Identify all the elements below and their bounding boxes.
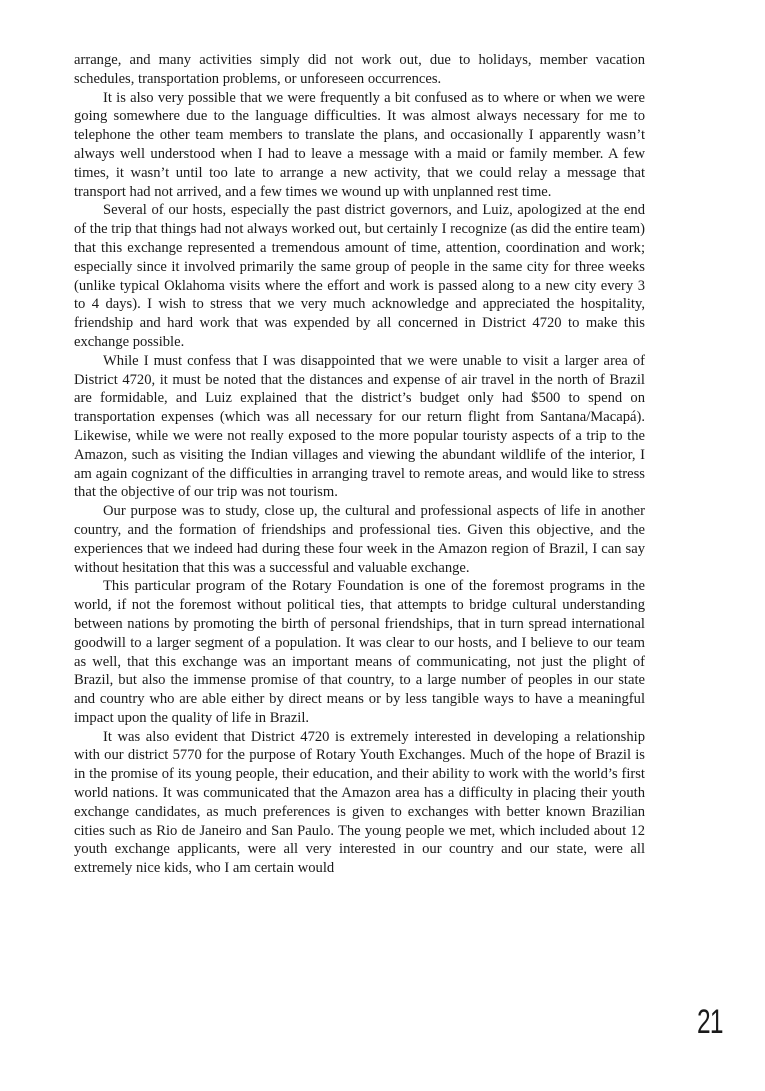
paragraph-hosts-apology: Several of our hosts, especially the past district governors, and Luiz, apologized at the end of the trip that things had not always worked out, but certainly I recognize (as did the entire team) that this exchange represented a tremendous amount of time, attention, coordination and work; especially since it involved primarily the same group of people in the same city for three weeks (unlike typical Oklahoma visits where the effort and work is passed along to a new city every 3 to 4 days). I wish to stress that we very much acknowledge and appreciated the hospitality, friendship and hard work that was expended by all concerned in District 4720 to make this exchange possible. — [74, 202, 646, 350]
paragraph-language-difficulties: It is also very possible that we were frequently a bit confused as to where or when we were going somewhere due to the language difficulties. It was almost always necessary for me to telephone the other team members to translate the plans, and occasionally I apparently wasn’t always well understood when I had to leave a message with a maid or family member. A few times, it wasn’t until too late to arrange a new activity, that we could relay a message that transport had not arrived, and a few times we wound up with unplanned rest time. — [74, 89, 645, 200]
paragraph-rotary-program: This particular program of the Rotary Foundation is one of the foremost programs in the world, if not the foremost without political ties, that attempts to bridge cultural understanding between nations by promoting the birth of personal friendships, that in turn spread international goodwill to a larger segment of a population. It was clear to our hosts, and I believe to our team as well, that this exchange was an important means of communicating, not just the plight of Brazil, but also the immense promise of that country, to a large number of peoples in our state and country who are able either by direct means or by less tangible ways to have a meaningful impact upon the quality of life in Brazil. — [74, 578, 645, 726]
paragraph-continuation: arrange, and many activities simply did not work out, due to holidays, member vacation schedules, transportation problems, or unforeseen occurrences. — [74, 52, 645, 87]
page-number: 21 — [697, 1003, 723, 1041]
paragraph-travel-limits: While I must confess that I was disappointed that we were unable to visit a larger area of District 4720, it must be noted that the distances and expense of air travel in the north of Brazil are formidable, and Luiz explained that the district’s budget only had $500 to spend on transportation expenses (which was all necessary for our return flight from Santana/Macapá). Likewise, while we were not really exposed to the more popular touristy aspects of a trip to the Amazon, such as visiting the Indian villages and viewing the abundant wildlife of the interior, I am again cognizant of the difficulties in arranging travel to remote areas, and would like to stress that the objective of our trip was not tourism. — [74, 352, 645, 501]
paragraph-purpose: Our purpose was to study, close up, the cultural and professional aspects of life in another country, and the formation of friendships and professional ties. Given this objective, and the experiences that we indeed had during these four week in the Amazon region of Brazil, I can say without hesitation that this was a successful and valuable exchange. — [74, 503, 645, 576]
document-page — [74, 51, 645, 878]
paragraph-youth-exchange: It was also evident that District 4720 is extremely interested in developing a relationship with our district 5770 for the purpose of Rotary Youth Exchanges. Much of the hope of Brazil is in the promise of its young people, their education, and their ability to work with the world’s first world nations. It was communicated that the Amazon area has a difficulty in placing their youth exchange candidates, as much preferences is given to exchanges with better known Brazilian cities such as Rio de Janeiro and San Paulo. The young people we met, which included about 12 youth exchange applicants, were all very interested in our country and our state, were all extremely nice kids, who I am certain would — [74, 728, 645, 877]
